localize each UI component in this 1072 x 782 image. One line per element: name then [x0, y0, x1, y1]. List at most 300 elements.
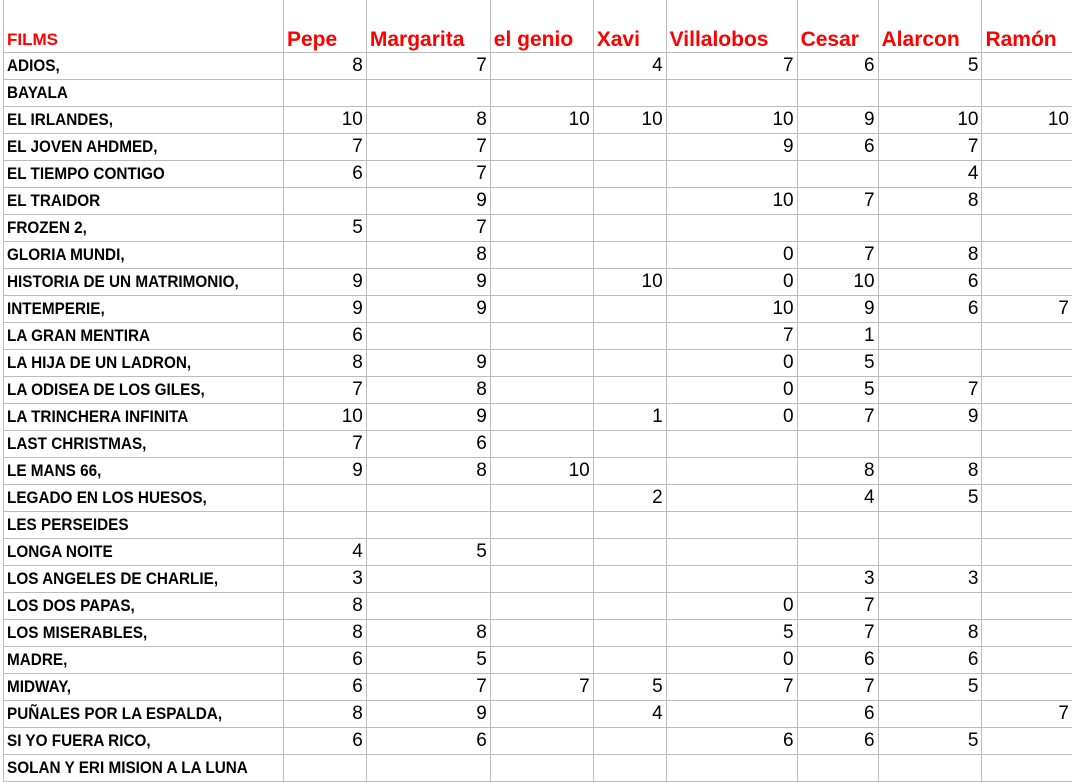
score-cell[interactable]: 10 [490, 458, 593, 485]
score-cell[interactable] [878, 431, 982, 458]
score-cell[interactable]: 10 [283, 404, 366, 431]
table-row [4, 485, 1072, 512]
score-cell[interactable] [490, 53, 593, 80]
score-cell[interactable] [982, 431, 1072, 458]
score-cell[interactable] [797, 215, 878, 242]
score-cell[interactable] [982, 458, 1072, 485]
film-title-text: LOS DOS PAPAS, [7, 596, 135, 616]
score-cell[interactable]: 10 [666, 107, 797, 134]
score-cell[interactable] [593, 296, 666, 323]
score-cell[interactable]: 8 [366, 620, 490, 647]
table-row [4, 431, 1072, 458]
table-row [4, 53, 1072, 80]
score-cell[interactable] [878, 593, 982, 620]
score-cell[interactable] [490, 350, 593, 377]
score-cell[interactable]: 10 [593, 269, 666, 296]
score-cell[interactable]: 1 [593, 404, 666, 431]
score-cell[interactable]: 0 [666, 377, 797, 404]
score-cell[interactable] [666, 80, 797, 107]
film-title-text: INTEMPERIE, [7, 299, 105, 319]
score-cell[interactable]: 7 [982, 296, 1072, 323]
film-title-text: LES PERSEIDES [7, 515, 129, 535]
score-cell[interactable] [666, 215, 797, 242]
score-cell[interactable]: 8 [366, 377, 490, 404]
score-cell[interactable] [666, 431, 797, 458]
score-cell[interactable] [878, 755, 982, 782]
score-cell[interactable]: 6 [283, 728, 366, 755]
score-cell[interactable] [982, 539, 1072, 566]
score-cell[interactable] [982, 647, 1072, 674]
table-row [4, 350, 1072, 377]
reviewer-header-cell[interactable]: Alarcon [878, 0, 982, 53]
score-cell[interactable] [797, 539, 878, 566]
table-row [4, 566, 1072, 593]
film-title-cell[interactable] [4, 161, 284, 188]
score-cell[interactable] [490, 188, 593, 215]
score-cell[interactable] [666, 539, 797, 566]
score-cell[interactable] [593, 242, 666, 269]
film-title-text: LONGA NOITE [7, 542, 113, 562]
score-cell[interactable] [593, 647, 666, 674]
film-title-cell[interactable] [4, 269, 284, 296]
score-cell[interactable] [366, 323, 490, 350]
score-cell[interactable]: 0 [666, 593, 797, 620]
score-cell[interactable]: 8 [878, 188, 982, 215]
film-title-cell[interactable] [4, 593, 284, 620]
score-cell[interactable]: 10 [878, 107, 982, 134]
score-cell[interactable] [593, 134, 666, 161]
score-cell[interactable]: 8 [878, 620, 982, 647]
score-cell[interactable]: 4 [797, 485, 878, 512]
score-cell[interactable]: 5 [593, 674, 666, 701]
score-cell[interactable]: 5 [283, 215, 366, 242]
film-title-cell[interactable] [4, 404, 284, 431]
score-cell[interactable] [490, 404, 593, 431]
score-cell[interactable] [666, 161, 797, 188]
score-cell[interactable] [878, 323, 982, 350]
score-cell[interactable] [797, 755, 878, 782]
film-title-text: LEGADO EN LOS HUESOS, [7, 488, 207, 508]
score-cell[interactable]: 6 [366, 728, 490, 755]
film-title-text: LA ODISEA DE LOS GILES, [7, 380, 205, 400]
film-title-text: EL TIEMPO CONTIGO [7, 164, 165, 184]
score-cell[interactable]: 5 [366, 539, 490, 566]
score-cell[interactable]: 7 [366, 674, 490, 701]
film-title-cell[interactable] [4, 377, 284, 404]
score-cell[interactable] [982, 566, 1072, 593]
spreadsheet-table [3, 0, 1072, 782]
score-cell[interactable] [593, 161, 666, 188]
score-cell[interactable]: 9 [366, 701, 490, 728]
film-title-cell[interactable] [4, 350, 284, 377]
score-cell[interactable]: 1 [797, 323, 878, 350]
film-title-cell[interactable] [4, 242, 284, 269]
score-cell[interactable]: 3 [797, 566, 878, 593]
film-title-cell[interactable] [4, 134, 284, 161]
film-title-text: ADIOS, [7, 56, 60, 76]
film-title-text: PUÑALES POR LA ESPALDA, [7, 704, 222, 724]
score-cell[interactable]: 8 [283, 593, 366, 620]
table-row [4, 728, 1072, 755]
film-title-cell[interactable] [4, 620, 284, 647]
score-cell[interactable] [593, 377, 666, 404]
reviewer-header-cell[interactable]: Ramón [982, 0, 1072, 53]
score-cell[interactable] [283, 242, 366, 269]
score-cell[interactable] [982, 755, 1072, 782]
score-cell[interactable]: 7 [797, 188, 878, 215]
score-cell[interactable] [666, 566, 797, 593]
score-cell[interactable]: 7 [283, 377, 366, 404]
score-cell[interactable]: 9 [366, 404, 490, 431]
score-cell[interactable]: 8 [878, 242, 982, 269]
score-cell[interactable] [982, 377, 1072, 404]
score-cell[interactable] [593, 566, 666, 593]
score-cell[interactable]: 3 [878, 566, 982, 593]
score-cell[interactable] [982, 404, 1072, 431]
film-title-cell[interactable] [4, 512, 284, 539]
score-cell[interactable] [490, 539, 593, 566]
score-cell[interactable]: 5 [878, 53, 982, 80]
reviewer-header-cell[interactable]: Xavi [593, 0, 666, 53]
film-title-cell[interactable] [4, 215, 284, 242]
film-title-cell[interactable] [4, 458, 284, 485]
score-cell[interactable]: 6 [666, 728, 797, 755]
score-cell[interactable]: 7 [797, 404, 878, 431]
score-cell[interactable] [490, 755, 593, 782]
score-cell[interactable] [490, 377, 593, 404]
table-row [4, 647, 1072, 674]
film-title-text: HISTORIA DE UN MATRIMONIO, [7, 272, 239, 292]
film-title-text: LAST CHRISTMAS, [7, 434, 146, 454]
table-row [4, 323, 1072, 350]
reviewer-header-cell[interactable]: Cesar [797, 0, 878, 53]
score-cell[interactable]: 9 [283, 458, 366, 485]
score-cell[interactable] [490, 512, 593, 539]
score-cell[interactable] [878, 350, 982, 377]
score-cell[interactable] [982, 485, 1072, 512]
film-title-text: LA GRAN MENTIRA [7, 326, 150, 346]
score-cell[interactable]: 6 [283, 674, 366, 701]
score-cell[interactable]: 8 [283, 620, 366, 647]
score-cell[interactable]: 10 [982, 107, 1072, 134]
film-title-text: LOS MISERABLES, [7, 623, 147, 643]
score-cell[interactable]: 7 [797, 674, 878, 701]
score-cell[interactable] [366, 80, 490, 107]
film-title-text: EL IRLANDES, [7, 110, 113, 130]
score-cell[interactable] [666, 512, 797, 539]
score-cell[interactable] [593, 188, 666, 215]
score-cell[interactable]: 6 [283, 323, 366, 350]
score-cell[interactable] [666, 755, 797, 782]
score-cell[interactable]: 6 [878, 269, 982, 296]
film-title-cell[interactable] [4, 647, 284, 674]
score-cell[interactable]: 9 [666, 134, 797, 161]
score-cell[interactable] [593, 620, 666, 647]
table-row [4, 377, 1072, 404]
score-cell[interactable]: 10 [666, 296, 797, 323]
table-row [4, 161, 1072, 188]
score-cell[interactable]: 7 [878, 377, 982, 404]
score-cell[interactable]: 4 [878, 161, 982, 188]
score-cell[interactable] [982, 674, 1072, 701]
score-cell[interactable] [593, 350, 666, 377]
score-cell[interactable] [982, 215, 1072, 242]
score-cell[interactable]: 5 [797, 350, 878, 377]
score-cell[interactable]: 7 [366, 215, 490, 242]
score-cell[interactable]: 8 [366, 242, 490, 269]
score-cell[interactable]: 7 [666, 674, 797, 701]
score-cell[interactable]: 5 [878, 728, 982, 755]
score-cell[interactable]: 10 [283, 107, 366, 134]
score-cell[interactable] [797, 431, 878, 458]
score-cell[interactable] [283, 188, 366, 215]
score-cell[interactable] [982, 269, 1072, 296]
score-cell[interactable]: 7 [666, 323, 797, 350]
score-cell[interactable]: 9 [283, 296, 366, 323]
score-cell[interactable] [982, 350, 1072, 377]
score-cell[interactable]: 0 [666, 269, 797, 296]
film-title-cell[interactable] [4, 701, 284, 728]
score-cell[interactable] [982, 80, 1072, 107]
film-title-text: EL TRAIDOR [7, 191, 100, 211]
score-cell[interactable] [982, 134, 1072, 161]
score-cell[interactable] [797, 80, 878, 107]
score-cell[interactable]: 10 [666, 188, 797, 215]
score-cell[interactable] [490, 269, 593, 296]
film-title-text: LA HIJA DE UN LADRON, [7, 353, 191, 373]
score-cell[interactable]: 8 [878, 458, 982, 485]
score-cell[interactable] [490, 431, 593, 458]
score-cell[interactable] [666, 701, 797, 728]
score-cell[interactable]: 0 [666, 350, 797, 377]
score-cell[interactable] [797, 161, 878, 188]
score-cell[interactable]: 6 [797, 701, 878, 728]
score-cell[interactable]: 10 [797, 269, 878, 296]
score-cell[interactable]: 9 [878, 404, 982, 431]
score-cell[interactable]: 6 [797, 134, 878, 161]
score-cell[interactable] [878, 215, 982, 242]
table-row [4, 593, 1072, 620]
film-title-text: BAYALA [7, 83, 68, 103]
score-cell[interactable] [490, 242, 593, 269]
score-cell[interactable] [593, 215, 666, 242]
score-cell[interactable]: 3 [283, 566, 366, 593]
reviewer-header-cell[interactable]: Pepe [283, 0, 366, 53]
score-cell[interactable] [490, 647, 593, 674]
reviewer-header-cell[interactable]: Margarita [366, 0, 490, 53]
score-cell[interactable] [490, 161, 593, 188]
score-cell[interactable]: 8 [366, 107, 490, 134]
score-cell[interactable]: 7 [366, 161, 490, 188]
table-row [4, 620, 1072, 647]
score-cell[interactable]: 9 [283, 269, 366, 296]
score-cell[interactable]: 7 [490, 674, 593, 701]
table-row [4, 134, 1072, 161]
score-cell[interactable]: 6 [797, 728, 878, 755]
score-cell[interactable] [878, 701, 982, 728]
film-title-cell[interactable] [4, 296, 284, 323]
score-cell[interactable]: 10 [490, 107, 593, 134]
score-cell[interactable] [797, 512, 878, 539]
score-cell[interactable]: 9 [366, 350, 490, 377]
score-cell[interactable] [982, 728, 1072, 755]
score-cell[interactable] [593, 728, 666, 755]
score-cell[interactable]: 0 [666, 242, 797, 269]
score-cell[interactable]: 7 [283, 134, 366, 161]
score-cell[interactable] [283, 80, 366, 107]
score-cell[interactable] [366, 485, 490, 512]
score-cell[interactable] [490, 80, 593, 107]
score-cell[interactable]: 8 [283, 350, 366, 377]
score-cell[interactable] [982, 620, 1072, 647]
score-cell[interactable] [593, 458, 666, 485]
table-row [4, 755, 1072, 782]
score-cell[interactable]: 6 [366, 431, 490, 458]
film-title-cell[interactable] [4, 674, 284, 701]
score-cell[interactable] [593, 539, 666, 566]
score-cell[interactable] [490, 485, 593, 512]
films-header-cell[interactable]: FILMS [4, 0, 284, 53]
reviewer-header-cell[interactable]: el genio [490, 0, 593, 53]
score-cell[interactable]: 9 [366, 188, 490, 215]
score-cell[interactable] [490, 728, 593, 755]
score-cell[interactable]: 5 [666, 620, 797, 647]
score-cell[interactable] [366, 755, 490, 782]
film-title-cell[interactable] [4, 431, 284, 458]
score-cell[interactable] [283, 755, 366, 782]
score-cell[interactable]: 7 [666, 53, 797, 80]
film-title-cell[interactable] [4, 53, 284, 80]
table-row [4, 458, 1072, 485]
table-body [4, 53, 1072, 782]
score-cell[interactable]: 4 [593, 53, 666, 80]
table-row [4, 188, 1072, 215]
table-row [4, 512, 1072, 539]
table-row [4, 539, 1072, 566]
score-cell[interactable] [982, 242, 1072, 269]
table-row [4, 296, 1072, 323]
score-cell[interactable]: 7 [366, 53, 490, 80]
table-row [4, 674, 1072, 701]
score-cell[interactable] [490, 323, 593, 350]
film-title-text: LA TRINCHERA INFINITA [7, 407, 188, 427]
score-cell[interactable]: 7 [797, 242, 878, 269]
film-title-cell[interactable] [4, 323, 284, 350]
score-cell[interactable]: 7 [878, 134, 982, 161]
score-cell[interactable] [593, 323, 666, 350]
score-cell[interactable]: 5 [797, 377, 878, 404]
score-cell[interactable]: 5 [878, 674, 982, 701]
reviewer-header-cell[interactable]: Villalobos [666, 0, 797, 53]
score-cell[interactable] [982, 161, 1072, 188]
film-title-cell[interactable] [4, 107, 284, 134]
score-cell[interactable] [366, 593, 490, 620]
score-cell[interactable]: 6 [283, 647, 366, 674]
score-cell[interactable] [366, 566, 490, 593]
score-cell[interactable] [490, 566, 593, 593]
score-cell[interactable] [982, 188, 1072, 215]
film-title-cell[interactable] [4, 755, 284, 782]
score-cell[interactable] [366, 512, 490, 539]
score-cell[interactable]: 5 [366, 647, 490, 674]
score-cell[interactable] [878, 80, 982, 107]
score-cell[interactable] [490, 593, 593, 620]
score-cell[interactable] [490, 215, 593, 242]
film-title-text: LOS ANGELES DE CHARLIE, [7, 569, 218, 589]
score-cell[interactable]: 8 [797, 458, 878, 485]
film-title-cell[interactable] [4, 728, 284, 755]
table-row [4, 215, 1072, 242]
table-row [4, 80, 1072, 107]
score-cell[interactable] [982, 593, 1072, 620]
film-title-cell[interactable] [4, 188, 284, 215]
score-cell[interactable]: 7 [283, 431, 366, 458]
score-cell[interactable] [283, 512, 366, 539]
score-cell[interactable] [666, 458, 797, 485]
score-cell[interactable]: 10 [593, 107, 666, 134]
score-cell[interactable]: 7 [797, 593, 878, 620]
score-cell[interactable] [490, 620, 593, 647]
score-cell[interactable]: 4 [593, 701, 666, 728]
score-cell[interactable]: 0 [666, 647, 797, 674]
film-title-text: EL JOVEN AHDMED, [7, 137, 157, 157]
score-cell[interactable]: 6 [283, 161, 366, 188]
score-cell[interactable]: 9 [797, 107, 878, 134]
film-title-cell[interactable] [4, 539, 284, 566]
score-cell[interactable]: 7 [366, 134, 490, 161]
score-cell[interactable]: 6 [878, 296, 982, 323]
score-cell[interactable]: 9 [797, 296, 878, 323]
score-cell[interactable] [490, 134, 593, 161]
score-cell[interactable]: 4 [283, 539, 366, 566]
film-title-cell[interactable] [4, 485, 284, 512]
score-cell[interactable] [982, 323, 1072, 350]
film-title-text: FROZEN 2, [7, 218, 87, 238]
score-cell[interactable]: 7 [797, 620, 878, 647]
table-row [4, 269, 1072, 296]
score-cell[interactable]: 8 [366, 458, 490, 485]
film-title-text: MIDWAY, [7, 677, 71, 697]
score-cell[interactable]: 6 [797, 53, 878, 80]
score-cell[interactable] [593, 80, 666, 107]
score-cell[interactable]: 6 [797, 647, 878, 674]
score-cell[interactable]: 2 [593, 485, 666, 512]
score-cell[interactable] [593, 431, 666, 458]
film-title-cell[interactable] [4, 80, 284, 107]
score-cell[interactable] [593, 593, 666, 620]
score-cell[interactable]: 0 [666, 404, 797, 431]
header-row [4, 0, 1072, 53]
score-cell[interactable]: 7 [982, 701, 1072, 728]
score-cell[interactable] [666, 485, 797, 512]
score-cell[interactable] [593, 755, 666, 782]
score-cell[interactable]: 5 [878, 485, 982, 512]
score-cell[interactable]: 8 [283, 53, 366, 80]
score-cell[interactable] [283, 485, 366, 512]
score-cell[interactable]: 8 [283, 701, 366, 728]
score-cell[interactable] [878, 539, 982, 566]
score-cell[interactable]: 6 [878, 647, 982, 674]
score-cell[interactable] [490, 701, 593, 728]
score-cell[interactable] [982, 53, 1072, 80]
score-cell[interactable]: 9 [366, 269, 490, 296]
score-cell[interactable]: 9 [366, 296, 490, 323]
score-cell[interactable] [593, 512, 666, 539]
score-cell[interactable] [982, 512, 1072, 539]
score-cell[interactable] [878, 512, 982, 539]
score-cell[interactable] [490, 296, 593, 323]
film-title-cell[interactable] [4, 566, 284, 593]
